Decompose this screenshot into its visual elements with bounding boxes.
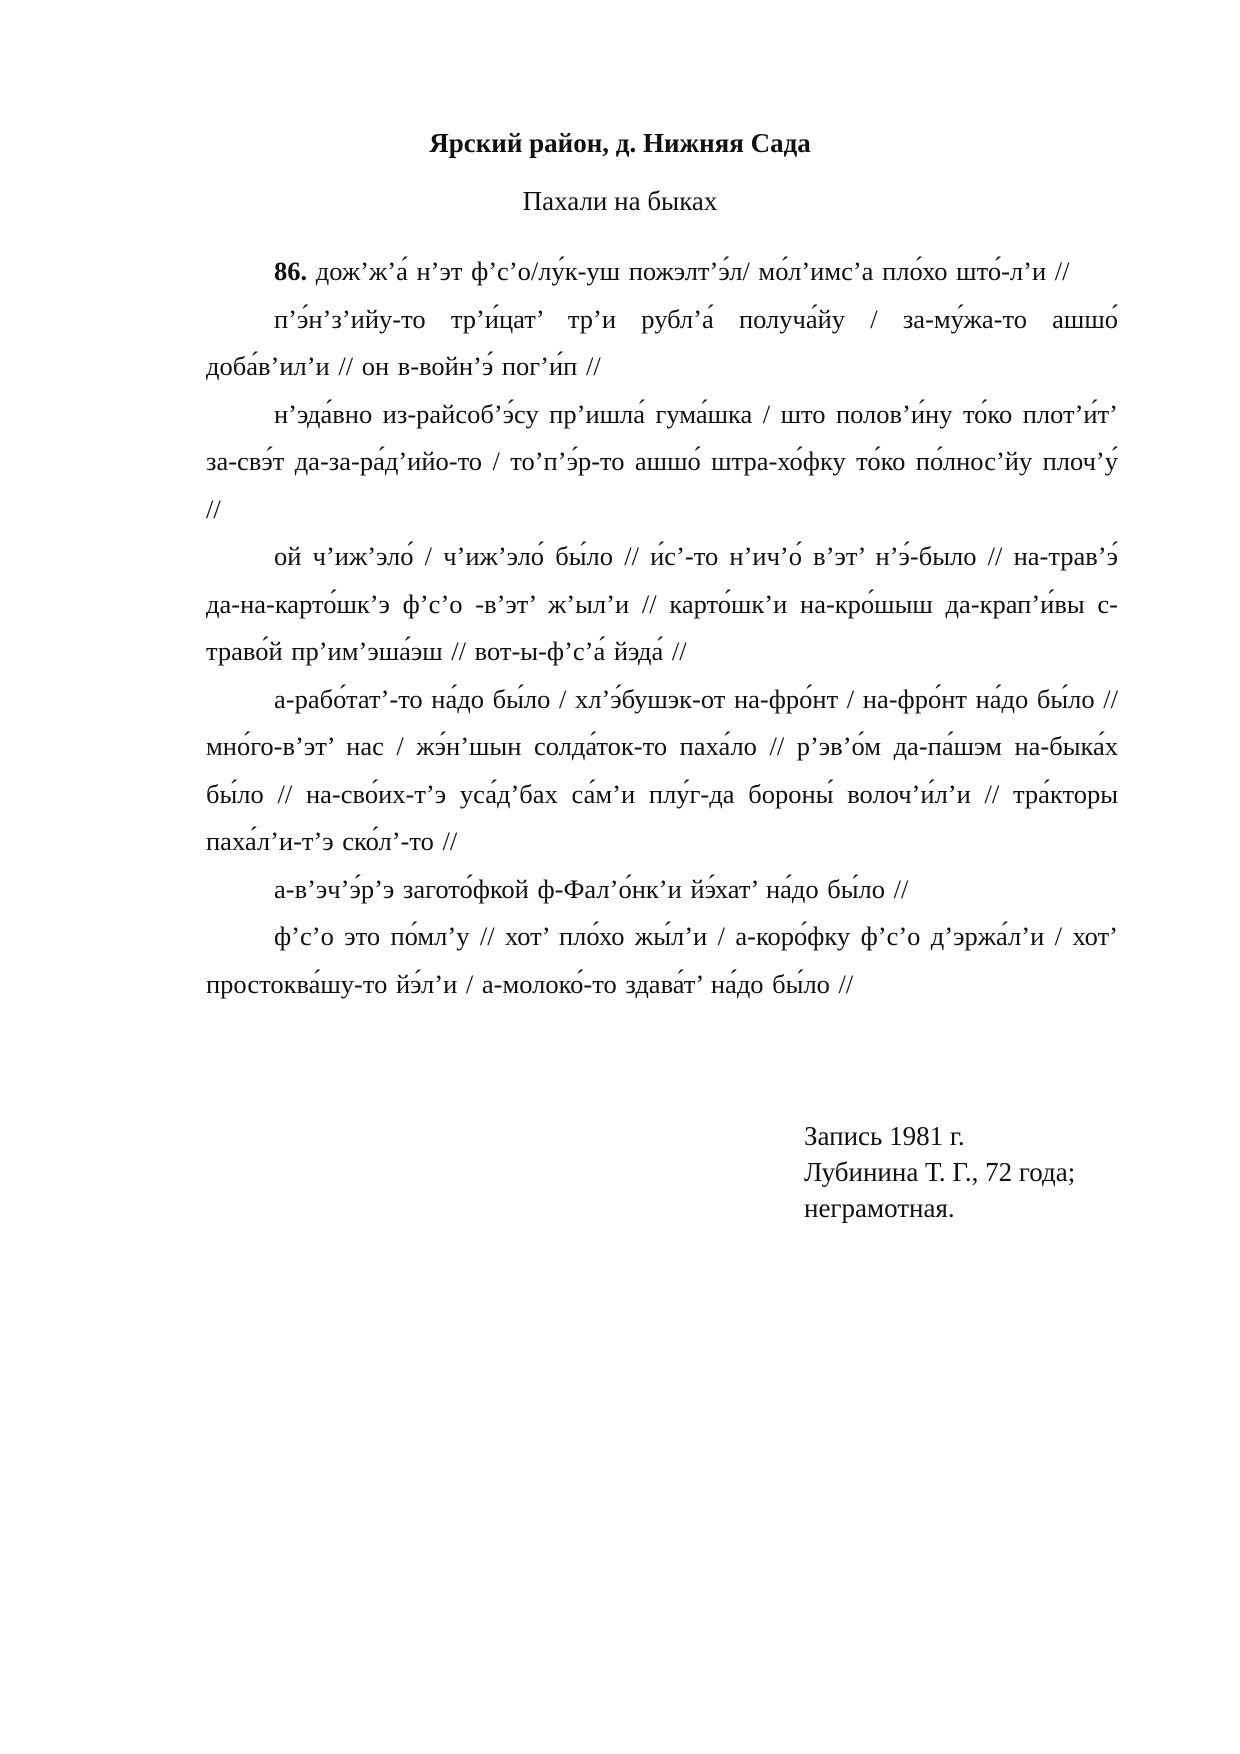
paragraph: ой ч’иж’эло́ / ч’иж’эло́ бы́ло // и́с’-то н’ич’о́ в’эт’ н’э́-было // на-трав’э́ да-на-карто́шк’э ф’с’о -в’эт’ ж’ыл’и // карто́шк’и на-кро́шыш да-крап’и́вы с-траво́й пр’им’эша́эш // вот-ы-ф’с’а́ йэда́ //: [206, 541, 1118, 666]
record-year: Запись 1981 г.: [804, 1121, 965, 1151]
paragraph-text: дож’ж’а́ н’эт ф’с’о/лу́к-уш пожэлт’э́л/ мо́л’имс’а пло́хо што́-л’и //: [315, 256, 1070, 286]
record-signature: [804, 1118, 1075, 1226]
informant-note: неграмотная.: [804, 1193, 955, 1223]
paragraph: а-в’эч’э́р’э загото́фкой ф-Фал’о́нк’и йэ́хат’ на́до бы́ло //: [274, 873, 909, 904]
text-number: 86.: [274, 256, 308, 286]
text-title: Пахали на быках: [522, 186, 718, 216]
location-heading: Ярский район, д. Нижняя Сада: [429, 128, 811, 158]
dialect-text: [206, 248, 1118, 1008]
paragraph: ф’с’о это по́мл’у // хот’ пло́хо жы́л’и / а-коро́фку ф’с’о д’эржа́л’и / хот’ простоква́шу-то йэ́л’и / а-молоко́-то здава́т’ на́до бы́ло //: [206, 921, 1118, 999]
paragraph: а-рабо́тат’-то на́до бы́ло / хл’э́бушэк-от на-фро́нт / на-фро́нт на́до бы́ло // мно́го-в’эт’ нас / жэ́н’шын солда́ток-то паха́ло // р’эв’о́м да-па́шэм на-быка́х бы́ло // на-сво́их-т’э уса́д’бах са́м’и плу́г-да бороны́ волоч’и́л’и // тра́кторы паха́л’и-т’э ско́л’-то //: [206, 683, 1119, 856]
paragraph: п’э́н’з’ийу-то тр’и́цат’ тр’и рубл’а́ получа́йу / за-му́жа-то ашшо́ доба́в’ил’и // он в-войн’э́ пог’и́п //: [206, 303, 1118, 381]
informant-name: Лубинина Т. Г., 72 года;: [804, 1157, 1076, 1187]
paragraph: н’эда́вно из-райсоб’э́су пр’ишла́ гума́шка / што полов’и́ну то́ко плот’и́т’ за-свэ́т да-за-ра́д’ийо-то / то’п’э́р-то ашшо́ штра-хо́фку то́ко по́лнос’йу плоч’у́ //: [206, 398, 1118, 524]
paragraph: [206, 248, 1118, 296]
